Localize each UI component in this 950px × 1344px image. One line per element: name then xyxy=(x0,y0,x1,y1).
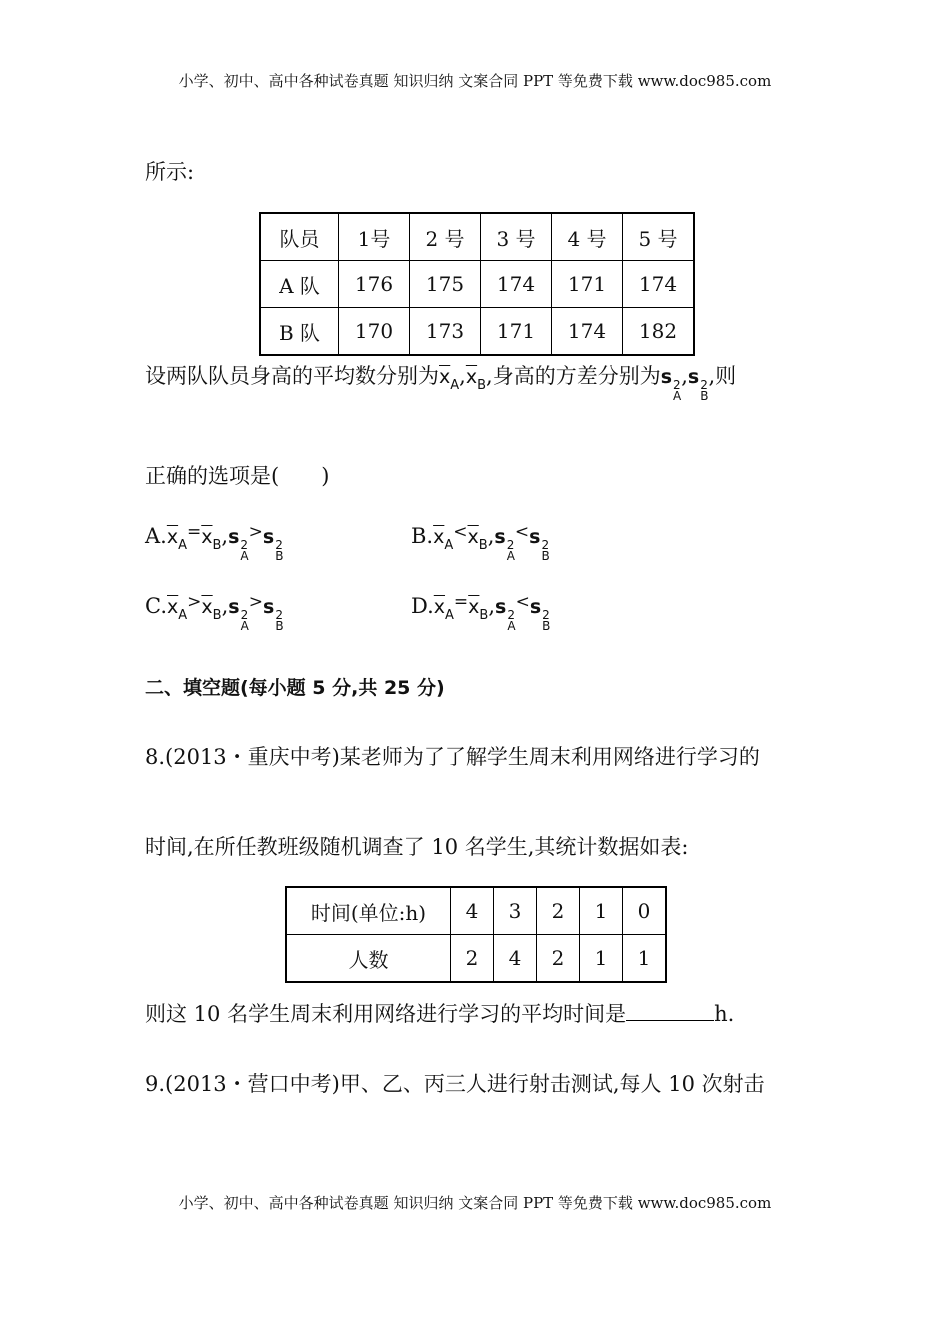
table-row xyxy=(260,308,694,356)
option-c: $C.\overline{x}_A^>\overline{x}_B,s$ 2 A >s 2 B xyxy=(145,592,284,633)
table-cell: 0 xyxy=(623,887,667,935)
table-cell: 人数 xyxy=(286,935,451,983)
text: h. xyxy=(714,1002,735,1026)
table-cell: 175 xyxy=(410,261,481,308)
table-row xyxy=(260,213,694,261)
page-footer: 小学、初中、高中各种试卷真题 知识归纳 文案合同 PPT 等免费下载 www.doc985.com xyxy=(178,1194,772,1212)
table-row xyxy=(286,887,666,935)
text: ,身高的方差分别为 xyxy=(486,364,661,388)
table-cell: 队员 xyxy=(260,213,339,261)
table-cell: A 队 xyxy=(260,261,339,308)
answer-blank[interactable] xyxy=(626,1002,714,1021)
mean-b: $\overline{x}_B$ xyxy=(465,366,487,393)
table-cell: 171 xyxy=(552,261,623,308)
q7-line1: 设两队队员身高的平均数分别为$\overline{x}_A,\overline{x}_B$,身高的方差分别为s 2 A ,s 2 B ,则 xyxy=(145,364,737,403)
option-b: $B.\overline{x}_A^<\overline{x}_B,s$ 2 A <s 2 B xyxy=(411,522,550,563)
mean-a: $\overline{x}_A$ xyxy=(439,366,460,393)
option-d: $D.\overline{x}_A^=\overline{x}_B,s$ 2 A <s 2 B xyxy=(411,592,551,633)
page-header: 小学、初中、高中各种试卷真题 知识归纳 文案合同 PPT 等免费下载 www.doc985.com xyxy=(178,72,772,90)
table-cell: 1 xyxy=(623,935,667,983)
table-row xyxy=(286,935,666,983)
table-cell: 174 xyxy=(623,261,695,308)
intro-text: 所示: xyxy=(145,160,195,184)
text: 则这 10 名学生周末利用网络进行学习的平均时间是 xyxy=(145,1002,627,1026)
var-a: s 2 A xyxy=(660,366,682,403)
table-cell: 4 xyxy=(451,887,494,935)
q8-line1: 8.(2013・重庆中考)某老师为了了解学生周末利用网络进行学习的 xyxy=(145,745,760,769)
table-cell: 1 xyxy=(580,935,623,983)
table-cell: B 队 xyxy=(260,308,339,356)
time-table xyxy=(285,886,667,983)
table-cell: 1 xyxy=(580,887,623,935)
text: ,则 xyxy=(708,364,737,388)
q8-line2: 时间,在所任教班级随机调查了 10 名学生,其统计数据如表: xyxy=(145,835,689,859)
height-table xyxy=(259,212,695,356)
table-cell: 4 xyxy=(494,935,537,983)
table-cell: 2 xyxy=(537,935,580,983)
table-cell: 182 xyxy=(623,308,695,356)
table-cell: 4 号 xyxy=(552,213,623,261)
q9-line1: 9.(2013・营口中考)甲、乙、丙三人进行射击测试,每人 10 次射击 xyxy=(145,1072,765,1096)
table-cell: 174 xyxy=(552,308,623,356)
table-cell: 时间(单位:h) xyxy=(286,887,451,935)
table-cell: 174 xyxy=(481,261,552,308)
var-b: s 2 B xyxy=(687,366,709,403)
section-title: 二、填空题(每小题 5 分,共 25 分) xyxy=(145,677,445,699)
table-cell: 2 xyxy=(451,935,494,983)
table-cell: 3 xyxy=(494,887,537,935)
table-cell: 170 xyxy=(339,308,410,356)
q7-line2: 正确的选项是( ) xyxy=(145,464,330,488)
table-cell: 2 xyxy=(537,887,580,935)
table-cell: 3 号 xyxy=(481,213,552,261)
text: 设两队队员身高的平均数分别为 xyxy=(145,364,439,388)
option-a: $A.\overline{x}_A^=\overline{x}_B,s$ 2 A >s 2 B xyxy=(145,522,284,563)
table-cell: 5 号 xyxy=(623,213,695,261)
table-cell: 176 xyxy=(339,261,410,308)
q8-question xyxy=(145,998,734,1028)
table-cell: 1号 xyxy=(339,213,410,261)
table-cell: 173 xyxy=(410,308,481,356)
table-cell: 2 号 xyxy=(410,213,481,261)
table-cell: 171 xyxy=(481,308,552,356)
table-row xyxy=(260,261,694,308)
